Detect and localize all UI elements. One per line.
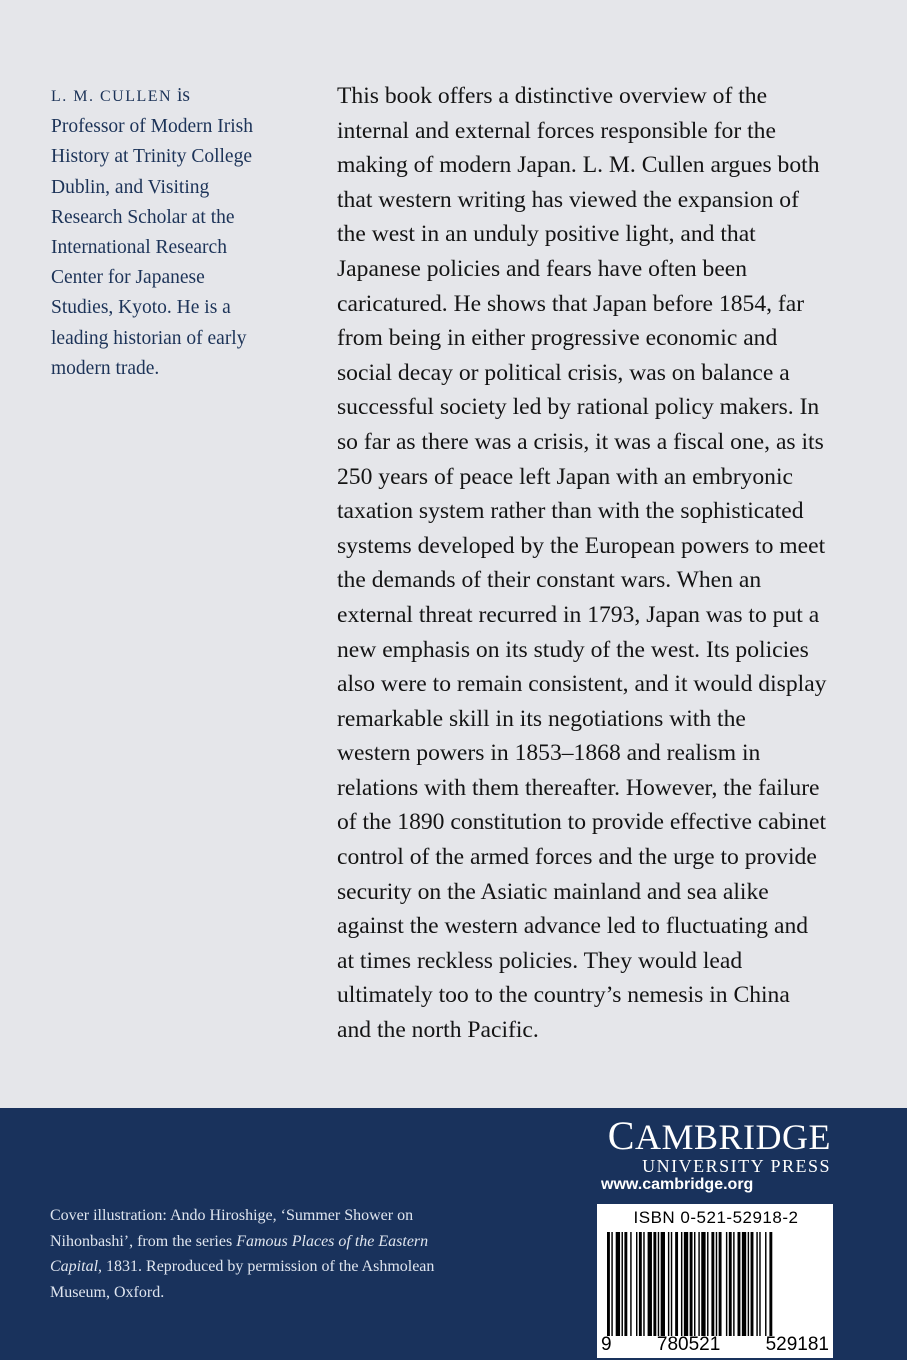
barcode-bar (748, 1232, 749, 1336)
author-bio-line: Research Scholar at the (51, 206, 235, 228)
barcode-bar (668, 1232, 669, 1336)
barcode-bar (716, 1232, 717, 1336)
author-bio-line: International Research (51, 237, 227, 259)
author-bio-line: Dublin, and Visiting (51, 176, 210, 198)
publisher-url: www.cambridge.org (601, 1176, 754, 1193)
description-line: control of the armed forces and the urge to provide (337, 844, 817, 871)
description-line: external threat recurred in 1793, Japan was to put a (337, 601, 820, 628)
barcode-bar (648, 1232, 652, 1336)
description-line: new emphasis on its study of the west. Its policies (337, 636, 809, 663)
barcode-bar (694, 1232, 695, 1336)
description-line: This book offers a distinctive overview of the (337, 83, 768, 109)
publisher-subtitle: UNIVERSITY PRESS (642, 1156, 831, 1176)
barcode-bar (624, 1232, 627, 1336)
series-title: Famous Places of the Eastern Capital (50, 1232, 429, 1275)
description-line: caricatured. He shows that Japan before 1854, far (337, 290, 805, 317)
barcode-bar (742, 1232, 746, 1336)
book-description (337, 79, 885, 1048)
description-line: systems developed by the European powers to meet (337, 532, 826, 559)
barcode-bar (690, 1232, 693, 1336)
author-bio-line: Studies, Kyoto. He is a (51, 297, 231, 319)
publisher-name-rest: AMBRIDGE (634, 1117, 831, 1157)
barcode-bar (738, 1232, 741, 1336)
barcode-bar (681, 1232, 682, 1336)
description-line: the demands of their constant wars. When an (337, 567, 762, 594)
description-line: remarkable skill in its negotiations with the (337, 705, 746, 732)
author-bio (51, 81, 301, 384)
barcode-bar (707, 1232, 708, 1336)
description-line: Japanese policies and fears have often been (337, 255, 748, 282)
description-line: making of modern Japan. L. M. Cullen argues both (337, 152, 820, 179)
barcode-bar (701, 1232, 705, 1336)
barcode-bar (759, 1232, 760, 1336)
description-line: of the 1890 constitution to provide effective cabinet (337, 809, 826, 836)
barcode-bar (756, 1232, 757, 1336)
barcode-bars (607, 1232, 823, 1336)
barcode-digit-group: 529181 (765, 1334, 829, 1355)
description-line: taxation system rather than with the sophisticated (337, 498, 804, 525)
credit-text-end: , 1831. Reproduced by permission of the Ashmolean Museum, Oxford. (50, 1258, 435, 1301)
description-line: security on the Asiatic mainland and sea alike (337, 878, 769, 905)
description-line: at times reckless policies. They would lead (337, 947, 743, 974)
barcode-bar (622, 1232, 623, 1336)
description-line: successful society led by rational policy makers. In (337, 394, 820, 421)
barcode-bar (671, 1232, 672, 1336)
description-line: that western writing has viewed the expansion of (337, 186, 799, 213)
barcode-bar (675, 1232, 678, 1336)
barcode-digit-group: 9 (601, 1334, 612, 1355)
barcode-bar (769, 1232, 772, 1336)
description-line: from being in either progressive economic and (337, 325, 778, 352)
barcode-digit-group: 780521 (656, 1334, 721, 1355)
description-line: social decay or political crisis, was on balance a (337, 359, 790, 386)
description-line: 250 years of peace left Japan with an embryonic (337, 463, 793, 490)
barcode-bar (698, 1232, 699, 1336)
credit-text: Cover illustration: Ando Hiroshige, ‘Summer Shower on Nihonbashi’, from the series (50, 1207, 414, 1250)
isbn-label: ISBN 0-521-52918-2 (633, 1208, 799, 1227)
barcode-bar (639, 1232, 642, 1336)
barcode-bar (636, 1232, 637, 1336)
description-line: relations with them thereafter. However, the failure (337, 774, 820, 801)
barcode-bar (719, 1232, 722, 1336)
barcode-bar (630, 1232, 631, 1336)
description-line: internal and external forces responsible for the (337, 117, 776, 144)
publisher-initial: C (607, 1113, 635, 1158)
publisher-logo (607, 1113, 831, 1176)
description-line: also were to remain consistent, and it would display (337, 671, 827, 698)
barcode-bar (611, 1232, 612, 1336)
cover-credit (50, 1203, 470, 1305)
barcode-bar (751, 1232, 754, 1336)
author-name: L. M. CULLEN (51, 88, 173, 105)
barcode-bar (684, 1232, 688, 1336)
isbn-barcode (597, 1204, 833, 1358)
author-bio-line: Professor of Modern Irish (51, 116, 254, 138)
barcode-bar (607, 1232, 610, 1336)
barcode-bar (658, 1232, 659, 1336)
barcode-bar (643, 1232, 644, 1336)
barcode-bar (733, 1232, 734, 1336)
description-line: ultimately too to the country’s nemesis in China (337, 982, 790, 1009)
barcode-bar (726, 1232, 727, 1336)
barcode-bar (661, 1232, 665, 1336)
barcode-bar (729, 1232, 732, 1336)
description-line: so far as there was a crisis, it was a fiscal one, as its (337, 428, 824, 455)
barcode-bar (616, 1232, 620, 1336)
barcode-bar (711, 1232, 714, 1336)
barcode-bar (765, 1232, 766, 1336)
barcode-bar (653, 1232, 656, 1336)
author-bio-line: History at Trinity College (51, 146, 252, 168)
author-bio-line: is (172, 85, 190, 106)
barcode-digits (601, 1334, 829, 1356)
author-bio-line: Center for Japanese (51, 267, 205, 289)
publisher-name (607, 1113, 831, 1158)
description-line: against the western advance led to fluctuating and (337, 913, 809, 940)
author-bio-line: leading historian of early (51, 327, 247, 349)
description-line: western powers in 1853–1868 and realism in (337, 740, 761, 767)
author-bio-line: modern trade. (51, 357, 160, 379)
description-line: the west in an unduly positive light, and that (337, 221, 756, 248)
description-line: and the north Pacific. (337, 1017, 539, 1044)
